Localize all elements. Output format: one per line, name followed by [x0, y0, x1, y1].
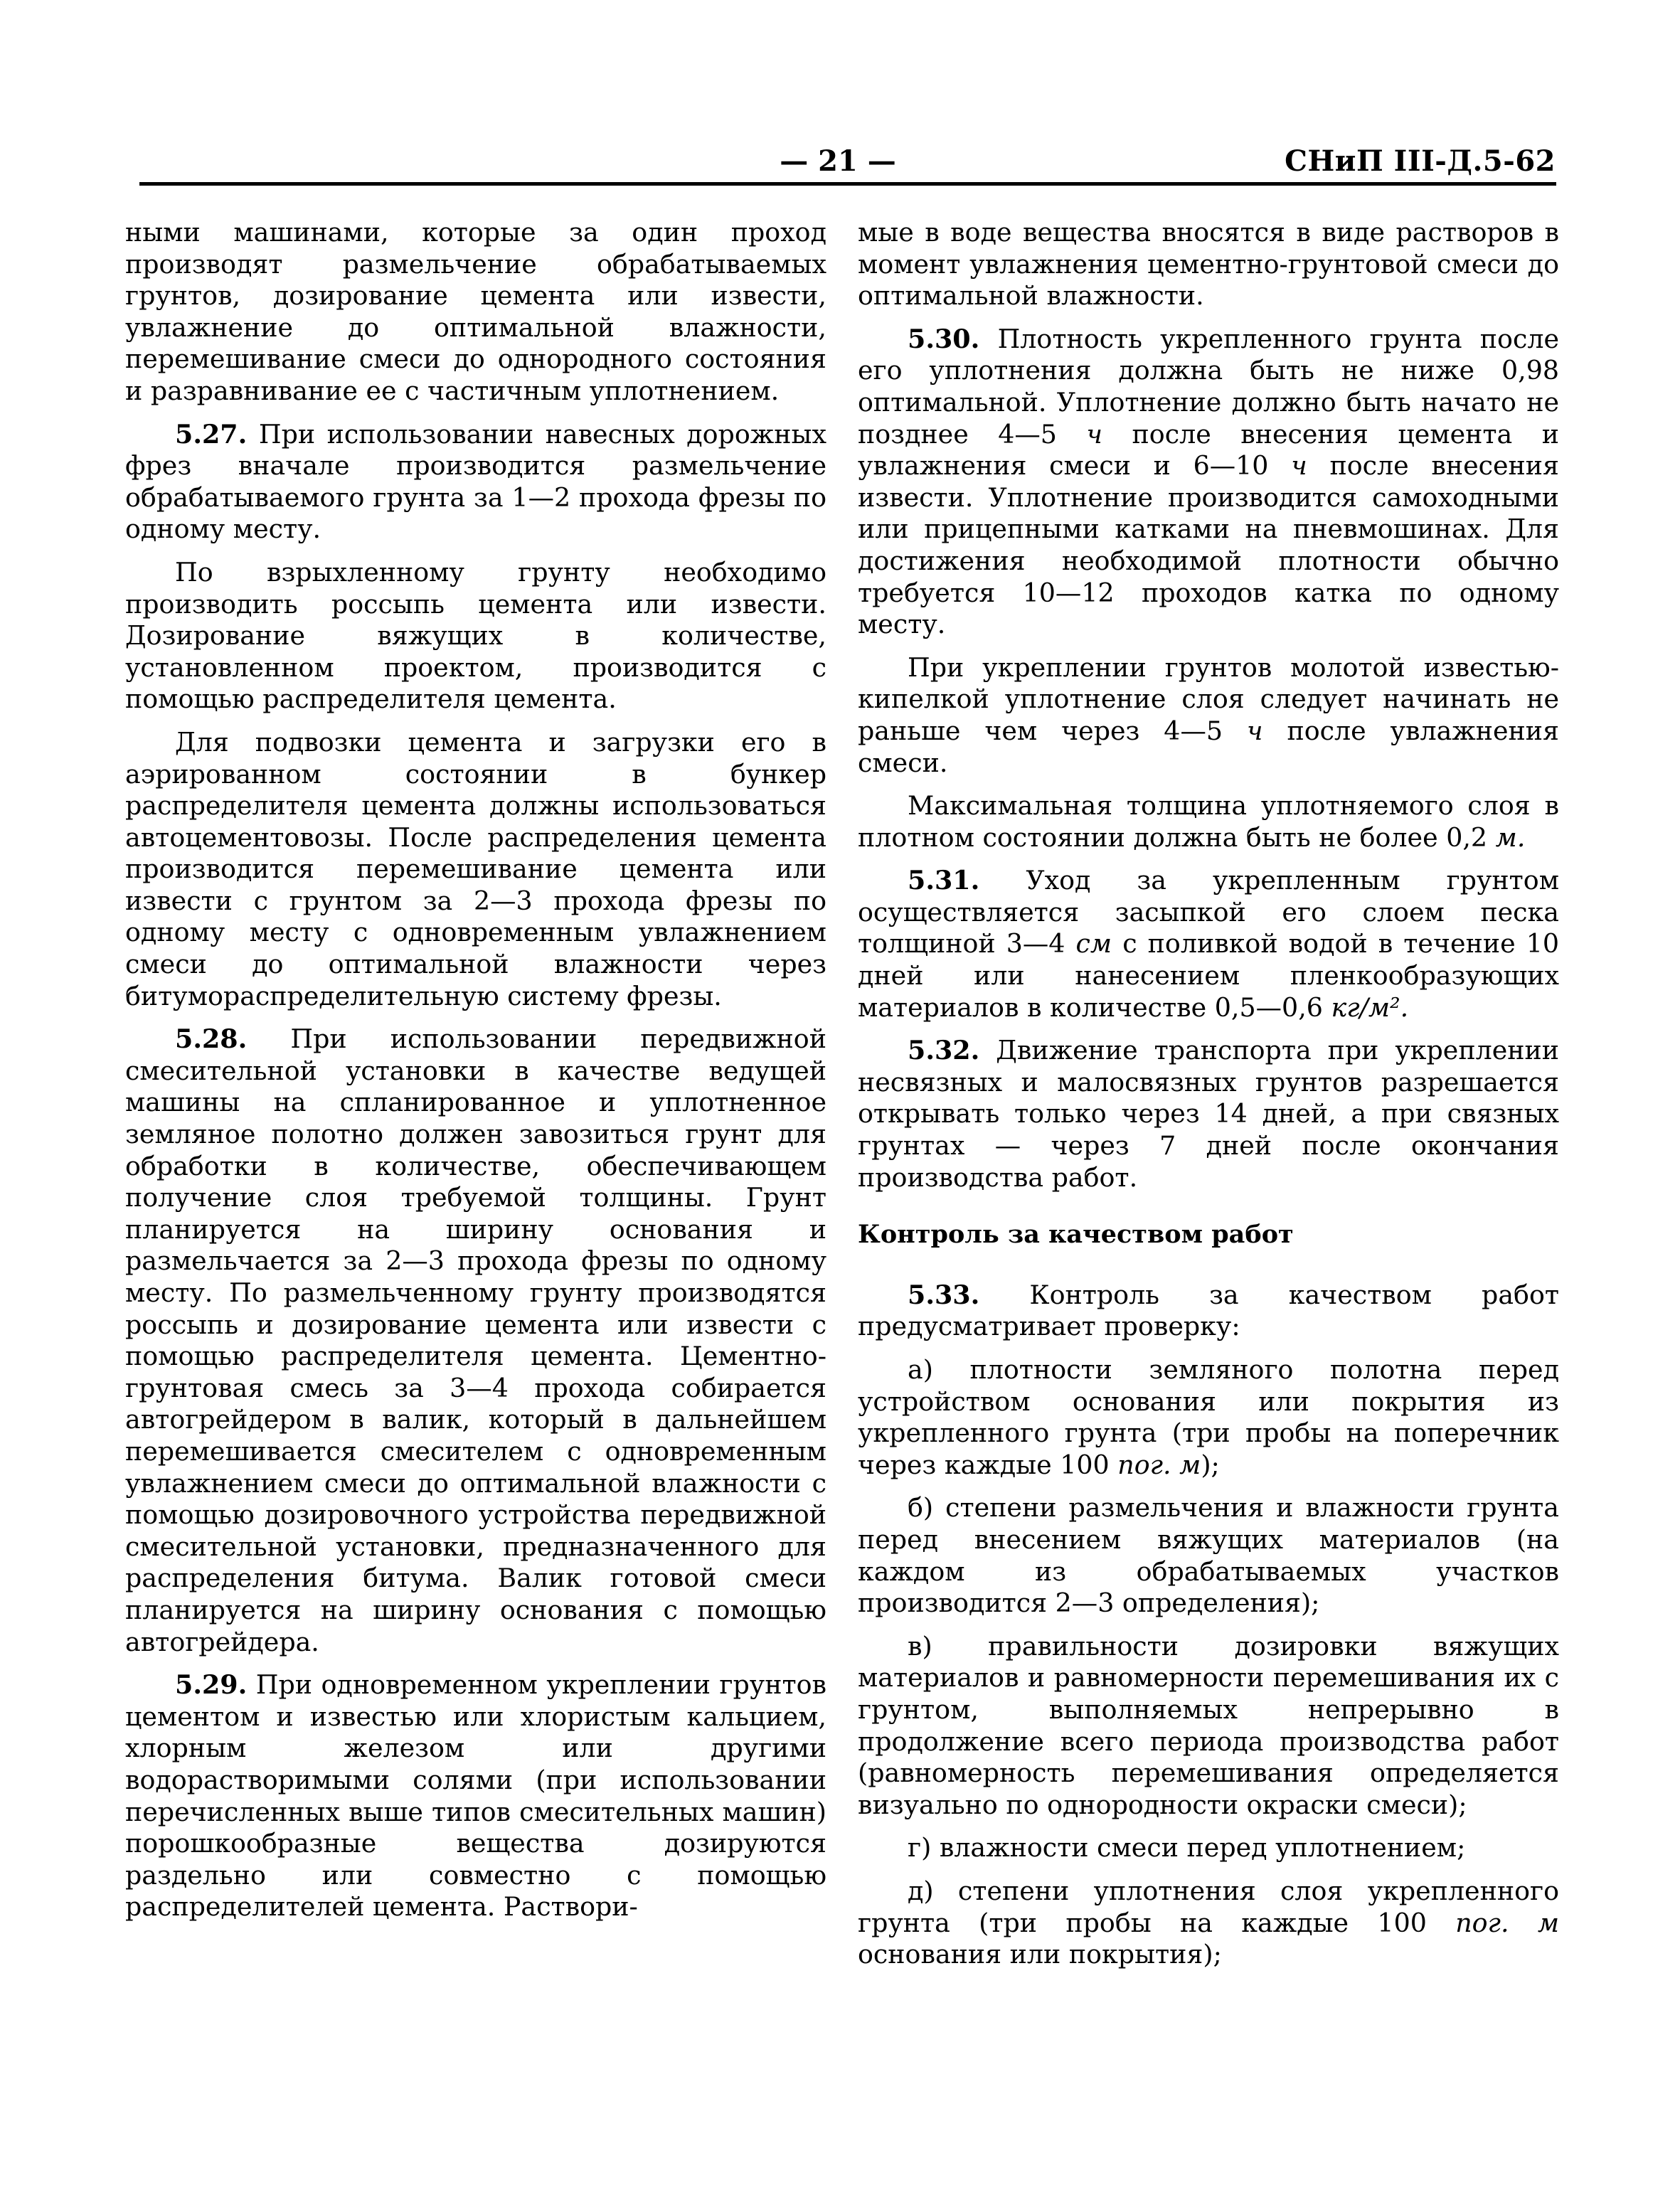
paragraph — [125, 217, 826, 408]
paragraph-5-27 — [125, 419, 826, 546]
paragraph-text: Контроль за качеством работ предусматривает проверку: — [858, 1279, 1559, 1342]
paragraph-5-28 — [125, 1024, 826, 1658]
clause-number: 5.27. — [175, 418, 248, 450]
list-item-text: д) степени уплотнения слоя укрепленного грунта (три пробы на каждые 100 — [858, 1875, 1559, 1938]
paragraph-text: При использовании передвижной смесительной установки в качестве ведущей машины на спланированное и уплотненное земляное полотно должен завозиться грунт для обработки в количестве, обеспечивающем получение слоя требуемой толщины. Грунт планируется на ширину основания и размельчается за 2—3 прохода фрезы по одному месту. По размельченному грунту производятся россыпь и дозирование цемента или извести с помощью распределителя цемента. Цементно-грунтовая смесь за 3—4 прохода собирается автогрейдером в валик, который в дальнейшем перемешивается смесителем с одновременным увлажнением смеси до оптимальной влажности с помощью дозировочного устройства передвижной смесительной установки, предназначенного для распределения битума. Валик готовой смеси планируется на ширину основания с помощью автогрейдера. — [125, 1024, 826, 1657]
list-item-a — [858, 1354, 1559, 1481]
paragraph-text: Для подвозки цемента и загрузки его в аэрированном состоянии в бункер распределителя цемента должны использоваться автоцементовозы. После распределения цемента производится перемешивание цемента или извести с грунтом за 2—3 прохода фрезы по одному месту с одновременным увлажнением смеси до оптимальной влажности через битумораспределительную систему фрезы. — [125, 726, 826, 1011]
paragraph-text: после внесения извести. Уплотнение производится самоходными или прицепными катками на пневмошинах. Для достижения необходимой плотности обычно требуется 10—12 проходов катка по одному месту. — [858, 450, 1559, 640]
list-item-text: г) влажности смеси перед уплотнением; — [908, 1832, 1466, 1864]
paragraph-text: Движение транспорта при укреплении несвязных и малосвязных грунтов разрешается открывать только через 14 дней, а при связных грунтах — через 7 дней после окончания производства работ. — [858, 1035, 1559, 1193]
clause-number: 5.33. — [908, 1279, 980, 1310]
paragraph-5-31 — [858, 865, 1559, 1024]
paragraph-5-33 — [858, 1280, 1559, 1343]
paragraph-5-32 — [858, 1035, 1559, 1193]
unit-label: пог. м — [1117, 1449, 1201, 1480]
list-item-text: основания или покрытия); — [858, 1939, 1222, 1970]
document-code: СНиП III-Д.5-62 — [1285, 144, 1556, 178]
unit-label: ч — [1246, 715, 1263, 746]
paragraph-text: При использовании навесных дорожных фрез вначале производится размельчение обрабатываемого грунта за 1—2 прохода фрезы по одному месту. — [125, 418, 826, 545]
list-item-e — [858, 1876, 1559, 1971]
unit-label: пог. м — [1455, 1907, 1559, 1938]
left-column — [125, 217, 826, 1935]
list-item-text: ); — [1201, 1449, 1220, 1480]
paragraph-text: после внесения цемента и увлажнения смеси и 6—10 — [858, 418, 1559, 482]
page-number: — 21 — — [780, 144, 896, 178]
clause-number: 5.30. — [908, 323, 980, 354]
clause-number: 5.31. — [908, 865, 980, 896]
paragraph-text: Плотность укрепленного грунта после его уплотнения должна быть не ниже 0,98 оптимальной. Уплотнение должно быть начато не позднее 4—5 — [858, 323, 1559, 450]
header-rule — [139, 182, 1556, 186]
clause-number: 5.32. — [908, 1035, 980, 1066]
list-item-d — [858, 1832, 1559, 1864]
paragraph-5-29 — [125, 1669, 826, 1923]
paragraph-text: Уход за укрепленным грунтом осуществляется засыпкой его слоем песка толщиной 3—4 — [858, 865, 1559, 959]
paragraph-5-30 — [858, 324, 1559, 641]
right-column — [858, 217, 1559, 1982]
unit-label: ч — [1086, 418, 1103, 450]
paragraph — [858, 652, 1559, 779]
unit-label: ч — [1291, 450, 1307, 482]
clause-number: 5.29. — [175, 1669, 248, 1701]
paragraph — [858, 217, 1559, 312]
paragraph-text: после увлажнения смеси. — [858, 715, 1559, 778]
paragraph-text: Максимальная толщина уплотняемого слоя в плотном состоянии должна быть не более 0,2 — [858, 790, 1559, 853]
list-item-c — [858, 1631, 1559, 1822]
clause-number: 5.28. — [175, 1024, 248, 1055]
list-item-b — [858, 1492, 1559, 1619]
unit-label: кг/м². — [1331, 992, 1409, 1023]
paragraph — [125, 727, 826, 1012]
paragraph-text: По взрыхленному грунту необходимо производить россыпь цемента или извести. Дозирование вяжущих в количестве, установленном проектом, производится с помощью распределителя цемента. — [125, 556, 826, 715]
unit-label: см — [1075, 928, 1112, 959]
paragraph-text: с поливкой водой в течение 10 дней или нанесением пленкообразующих материалов в количестве 0,5—0,6 — [858, 928, 1559, 1023]
list-item-text: в) правильности дозировки вяжущих материалов и равномерности перемешивания их с грунтом, выполняемых непрерывно в продолжение всего периода производства работ (равномерность перемешивания определяется визуально по однородности окраски смеси); — [858, 1630, 1559, 1820]
section-title: Контроль за качеством работ — [858, 1220, 1294, 1250]
paragraph — [858, 790, 1559, 854]
paragraph-text: При одновременном укреплении грунтов цементом и известью или хлористым кальцием, хлорным железом или другими водорастворимыми солями (при использовании перечисленных выше типов смесительных машин) порошкообразные вещества дозируются раздельно или совместно с помощью распределителей цемента. Раствори- — [125, 1669, 826, 1923]
list-item-text: а) плотности земляного полотна перед устройством основания или покрытия из укрепленного грунта (три пробы на поперечник через каждые 100 — [858, 1354, 1559, 1480]
list-item-text: б) степени размельчения и влажности грунта перед внесением вяжущих материалов (на каждом из обрабатываемых участков производится 2—3 определения); — [858, 1492, 1559, 1619]
paragraph-text: мые в воде вещества вносятся в виде растворов в момент увлажнения цементно-грунтовой смеси до оптимальной влажности. — [858, 217, 1559, 312]
paragraph — [125, 557, 826, 716]
unit-label: м. — [1495, 822, 1526, 853]
paragraph-text: ными машинами, которые за один проход производят размельчение обрабатываемых грунтов, дозирование цемента или извести, увлажнение до оптимальной влажности, перемешивание смеси до однородного состояния и разравнивание ее с частичным уплотнением. — [125, 217, 826, 406]
paragraph-text: При укреплении грунтов молотой известью-кипелкой уплотнение слоя следует начинать не раньше чем через 4—5 — [858, 652, 1559, 746]
